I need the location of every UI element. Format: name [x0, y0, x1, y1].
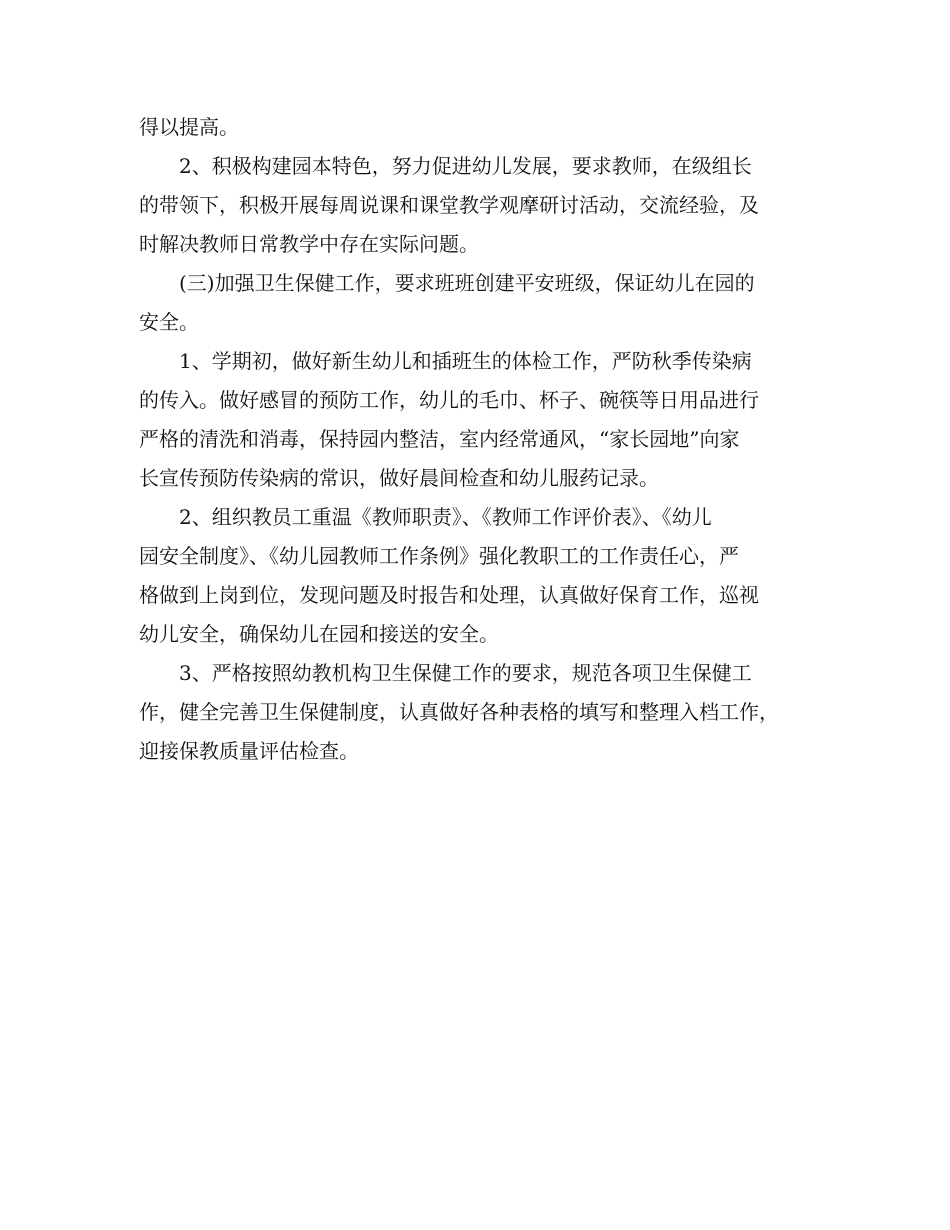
document-body [139, 108, 815, 771]
paragraph-continuation: 得以提高。 [139, 115, 239, 139]
paragraph-item-1-health-check: 1、学期初，做好新生幼儿和插班生的体检工作，严防秋季传染病 的传入。做好感冒的预防工作，幼儿的毛巾、杯子、碗筷等日用品进行 严格的清洗和消毒，保持园内整洁，室内经常通风，“家长园地”向家 长宣传预防传染病的常识，做好晨间检查和幼儿服药记录。 [139, 349, 759, 490]
section-heading-health-care: (三)加强卫生保健工作，要求班班创建平安班级，保证幼儿在园的 安全。 [139, 271, 755, 334]
paragraph-item-3-health-standards: 3、严格按照幼教机构卫生保健工作的要求，规范各项卫生保健工 作，健全完善卫生保健制度，认真做好各种表格的填写和整理入档工作， 迎接保教质量评估检查。 [139, 661, 779, 763]
paragraph-item-2-garden-features: 2、积极构建园本特色，努力促进幼儿发展，要求教师，在级组长 的带领下，积极开展每周说课和课堂教学观摩研讨活动，交流经验，及 时解决教师日常教学中存在实际问题。 [139, 154, 759, 256]
paragraph-item-2-staff-duties: 2、组织教员工重温《教师职责》、《教师工作评价表》、《幼儿 园安全制度》、《幼儿园教师工作条例》强化教职工的工作责任心，严 格做到上岗到位，发现问题及时报告和处理，认真做好保育工作，巡视 幼儿安全，确保幼儿在园和接送的安全。 [139, 505, 759, 646]
